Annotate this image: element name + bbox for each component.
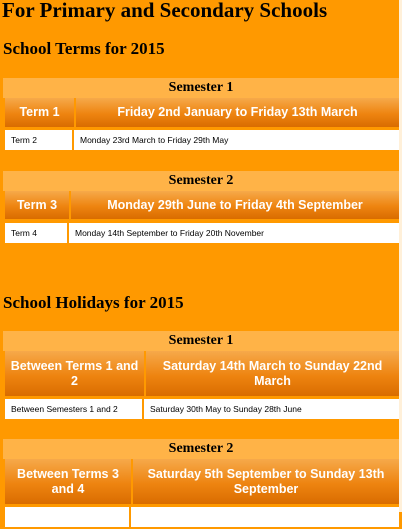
term-3-label: Term 3 (5, 191, 69, 219)
holidays-heading: School Holidays for 2015 (3, 293, 184, 312)
page-title: For Primary and Secondary Schools (2, 0, 328, 22)
term-4-dates: Monday 14th September to Friday 20th November (69, 223, 399, 243)
term-2-dates: Monday 23rd March to Friday 29th May (74, 130, 399, 150)
holiday-partial-cell-2 (131, 507, 399, 527)
term-3-dates: Monday 29th June to Friday 4th September (71, 191, 399, 219)
holiday-partial-cell-1 (5, 507, 129, 527)
term-2-label: Term 2 (5, 130, 72, 150)
holiday-between-terms-1-2-dates: Saturday 14th March to Sunday 22nd March (146, 351, 399, 396)
holidays-semester-2-label: Semester 2 (3, 439, 399, 459)
holidays-semester-1-header-row (3, 351, 399, 396)
terms-semester-2-data-row (3, 221, 399, 245)
terms-semester-1-header-row (3, 98, 399, 127)
holidays-semester-2-data-row-partial (3, 505, 399, 529)
holiday-between-terms-3-4-label: Between Terms 3 and 4 (5, 459, 131, 504)
terms-heading: School Terms for 2015 (3, 39, 165, 58)
term-4-label: Term 4 (5, 223, 67, 243)
terms-semester-2-header-row (3, 191, 399, 219)
term-1-dates: Friday 2nd January to Friday 13th March (76, 98, 399, 127)
terms-semester-2-label: Semester 2 (3, 171, 399, 191)
term-1-label: Term 1 (5, 98, 74, 127)
holiday-between-terms-3-4-dates: Saturday 5th September to Sunday 13th September (133, 459, 399, 504)
holidays-semester-1-label: Semester 1 (3, 331, 399, 351)
terms-semester-1-data-row (3, 128, 399, 152)
holiday-between-semesters-dates: Saturday 30th May to Sunday 28th June (144, 399, 399, 419)
terms-semester-1-label: Semester 1 (3, 78, 399, 98)
holiday-between-semesters-label: Between Semesters 1 and 2 (5, 399, 142, 419)
holiday-between-terms-1-2-label: Between Terms 1 and 2 (5, 351, 144, 396)
holidays-semester-1-data-row (3, 397, 399, 421)
holidays-semester-2-header-row (3, 459, 399, 504)
